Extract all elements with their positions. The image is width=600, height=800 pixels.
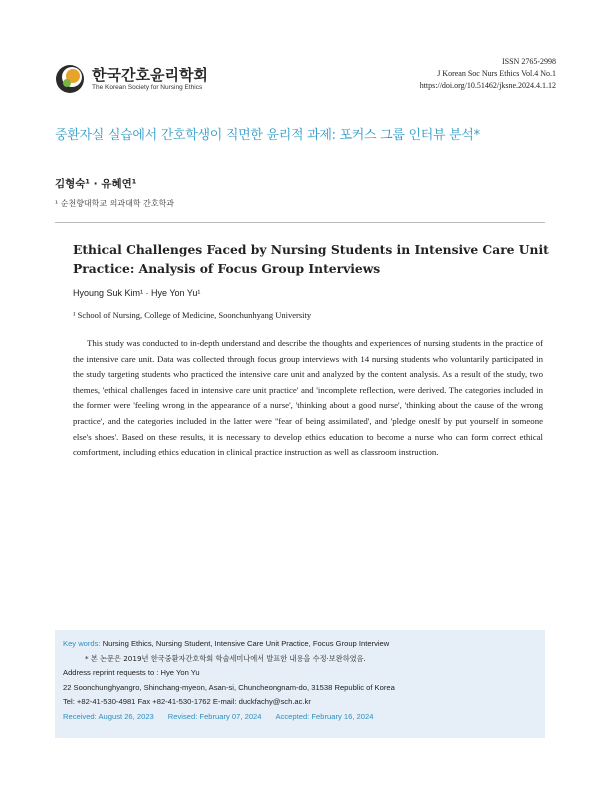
presentation-note: * 본 논문은 2019년 한국중환자간호학회 학술세미나에서 발표한 내용을 수정·보완하였음.	[85, 653, 366, 663]
society-name-ko: 한국간호윤리학회	[92, 65, 208, 84]
english-title: Ethical Challenges Faced by Nursing Students in Intensive Care Unit Practice: Analysis of Focus Group Interviews	[73, 242, 549, 276]
address: 22 Soonchunghyangro, Shinchang-myeon, Asan-si, Chuncheongnam-do, 31538 Republic of Korea	[63, 682, 395, 692]
issn: ISSN 2765-2998	[501, 57, 556, 66]
accepted-date: Accepted: February 16, 2024	[275, 711, 374, 721]
received-date: Received: August 26, 2023	[63, 711, 154, 721]
section-divider	[55, 222, 545, 223]
society-name-en: The Korean Society for Nursing Ethics	[92, 83, 203, 91]
article-info-box	[55, 630, 545, 738]
society-logo	[55, 64, 208, 94]
society-logo-icon	[55, 64, 85, 94]
english-affiliation: ¹ School of Nursing, College of Medicine, Soonchunhyang University	[73, 310, 312, 320]
keywords-label: Key words:	[63, 639, 101, 648]
revised-date: Revised: February 07, 2024	[167, 711, 262, 721]
reprint-request: Address reprint requests to : Hye Yon Yu	[63, 668, 200, 677]
korean-title: 중환자실 실습에서 간호학생이 직면한 윤리적 과제: 포커스 그룹 인터뷰 분석*	[55, 128, 480, 143]
doi-link[interactable]: https://doi.org/10.51462/jksne.2024.4.1.12	[419, 81, 556, 90]
contact-info: Tel: +82-41-530-4981 Fax +82-41-530-1762 E-mail: duckfachy@sch.ac.kr	[63, 697, 311, 706]
korean-affiliation: ¹ 순천향대학교 의과대학 간호학과	[55, 199, 175, 208]
abstract: This study was conducted to in-depth understand and describe the thoughts and experiences of nursing students in the practice of the intensive care unit. Data was collected through focus group interviews with 14 nursing students who voluntarily participated in the study targeting students who practiced the intensive care unit and analyzed by the content analysis. As a result of the study, two themes, 'ethical challenges faced in intensive care unit practice' and 'incomplete reflection, were derived. The categories included in the former were 'feeling wrong in the appearance of a nurse', 'thinking about a good nurse', 'thinking about the cause of the wrong practice', and the categories included in the latter were ''fear of being assimilated', and 'pledge oneslf by put yourself in someone else's shoes'. Based on these results, it is necessary to develop ethics education to become a nurse who can form correct ethical comfortment, including ethics education in clinical practice instruction as well as classroom instruction.	[73, 338, 543, 458]
keywords-line	[63, 637, 537, 652]
korean-authors: 김형숙¹ · 유혜연¹	[55, 178, 137, 190]
keywords: Nursing Ethics, Nursing Student, Intensive Care Unit Practice, Focus Group Interview	[102, 639, 390, 648]
article-dates	[63, 710, 537, 725]
journal-info	[420, 56, 556, 92]
journal-citation: J Korean Soc Nurs Ethics Vol.4 No.1	[437, 69, 556, 78]
english-authors: Hyoung Suk Kim¹ · Hye Yon Yu¹	[73, 288, 201, 298]
